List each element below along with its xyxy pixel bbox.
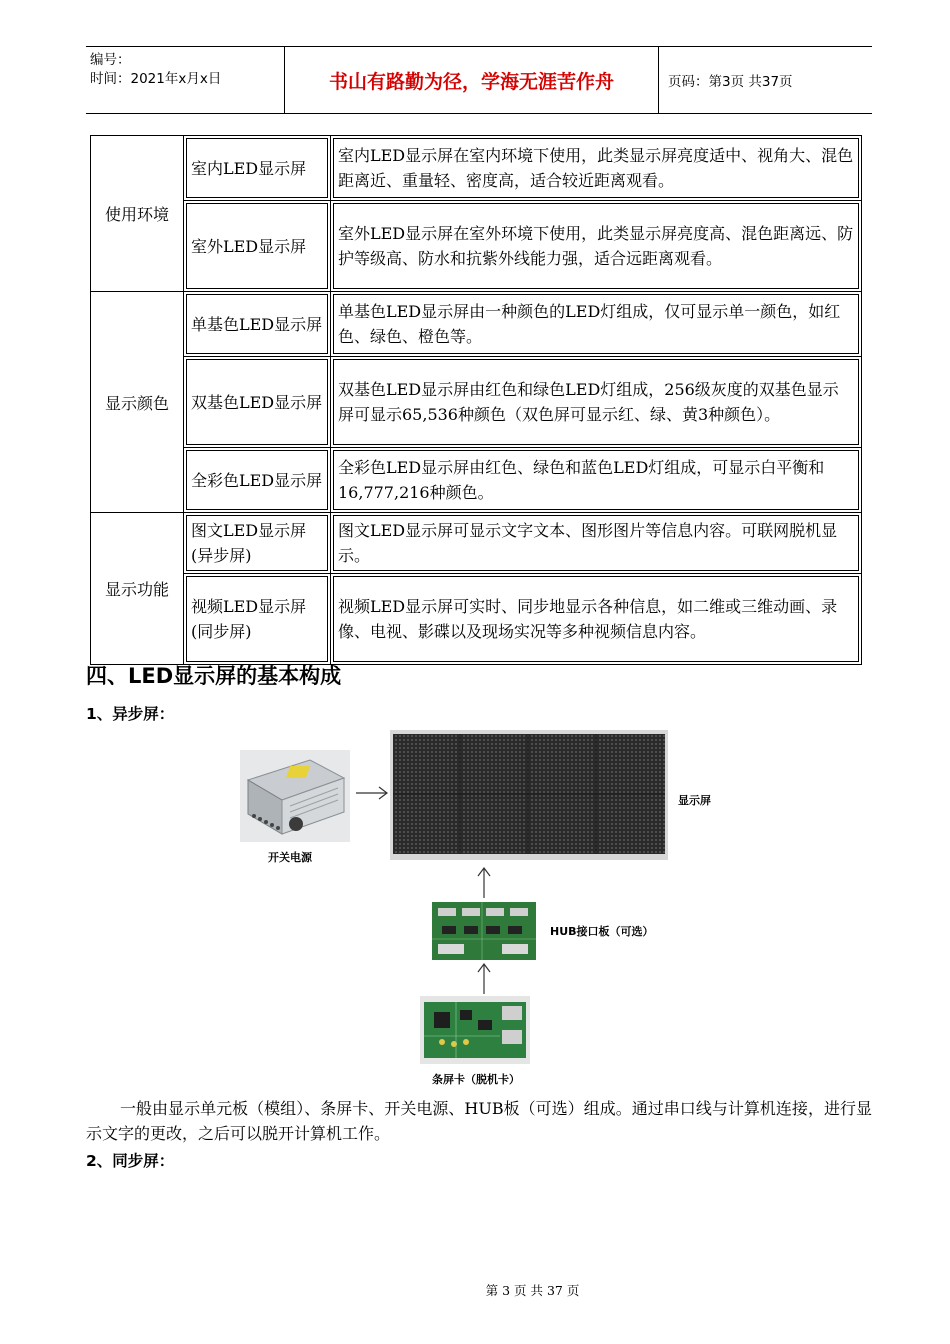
table-category: 显示功能	[91, 512, 184, 664]
power-supply-image	[240, 750, 350, 842]
led-screen-label: 显示屏	[678, 794, 711, 807]
table-type: 单基色LED显示屏	[186, 294, 328, 354]
header-motto: 书山有路勤为径，学海无涯苦作舟	[328, 70, 614, 93]
header-divider	[658, 47, 659, 113]
classification-table	[90, 135, 862, 665]
controller-card-label: 条屏卡（脱机卡）	[432, 1073, 520, 1086]
controller-card-image	[420, 996, 530, 1064]
arrow-up-icon	[476, 962, 492, 996]
table-row	[91, 447, 861, 512]
header-page-info: 页码：第3页 共37页	[668, 74, 793, 90]
table-category: 显示颜色	[91, 291, 184, 512]
subsection-sync: 2、同步屏：	[86, 1152, 175, 1170]
table-type: 双基色LED显示屏	[186, 359, 328, 445]
header-meta	[90, 51, 285, 89]
hub-board-label: HUB接口板（可选）	[550, 925, 654, 938]
subsection-async: 1、异步屏：	[86, 705, 175, 723]
arrow-right-icon	[354, 785, 390, 801]
table-row	[91, 136, 861, 200]
section-title: 四、LED显示屏的基本构成	[86, 664, 342, 688]
table-desc: 图文LED显示屏可显示文字文本、图形图片等信息内容。可联网脱机显示。	[333, 515, 859, 571]
table-type: 室内LED显示屏	[186, 138, 328, 198]
table-desc: 全彩色LED显示屏由红色、绿色和蓝色LED灯组成，可显示白平衡和16,777,216种颜色。	[333, 450, 859, 510]
page-header	[86, 46, 872, 114]
table-desc: 视频LED显示屏可实时、同步地显示各种信息，如二维或三维动画、录像、电视、影碟以及现场实况等多种视频信息内容。	[333, 576, 859, 662]
table-row	[91, 200, 861, 291]
table-row	[91, 512, 861, 573]
table-row	[91, 573, 861, 664]
table-desc: 单基色LED显示屏由一种颜色的LED灯组成，仅可显示单一颜色，如红色、绿色、橙色等。	[333, 294, 859, 354]
header-time: 时间：2021年x月x日	[90, 71, 222, 87]
table-category: 使用环境	[91, 136, 184, 291]
page-footer: 第 3 页 共 37 页	[485, 1283, 580, 1298]
table-desc: 室外LED显示屏在室外环境下使用，此类显示屏亮度高、混色距离远、防护等级高、防水和抗紫外线能力强，适合远距离观看。	[333, 203, 859, 289]
arrow-up-icon	[476, 866, 492, 900]
hub-board-image	[432, 902, 536, 960]
table-desc: 双基色LED显示屏由红色和绿色LED灯组成，256级灰度的双基色显示屏可显示65,536种颜色（双色屏可显示红、绿、黄3种颜色）。	[333, 359, 859, 445]
table-type: 室外LED显示屏	[186, 203, 328, 289]
table-row	[91, 291, 861, 356]
table-desc: 室内LED显示屏在室内环境下使用，此类显示屏亮度适中、视角大、混色距离近、重量轻、密度高，适合较近距离观看。	[333, 138, 859, 198]
table-type: 图文LED显示屏(异步屏)	[186, 515, 328, 571]
table-row	[91, 356, 861, 447]
header-number: 编号：	[90, 52, 131, 68]
power-supply-label: 开关电源	[268, 851, 312, 864]
table-type: 全彩色LED显示屏	[186, 450, 328, 510]
led-screen-image	[390, 730, 668, 860]
body-paragraph: 一般由显示单元板（模组）、条屏卡、开关电源、HUB板（可选）组成。通过串口线与计算机连接，进行显示文字的更改，之后可以脱开计算机工作。	[86, 1099, 872, 1143]
table-type: 视频LED显示屏(同步屏)	[186, 576, 328, 662]
